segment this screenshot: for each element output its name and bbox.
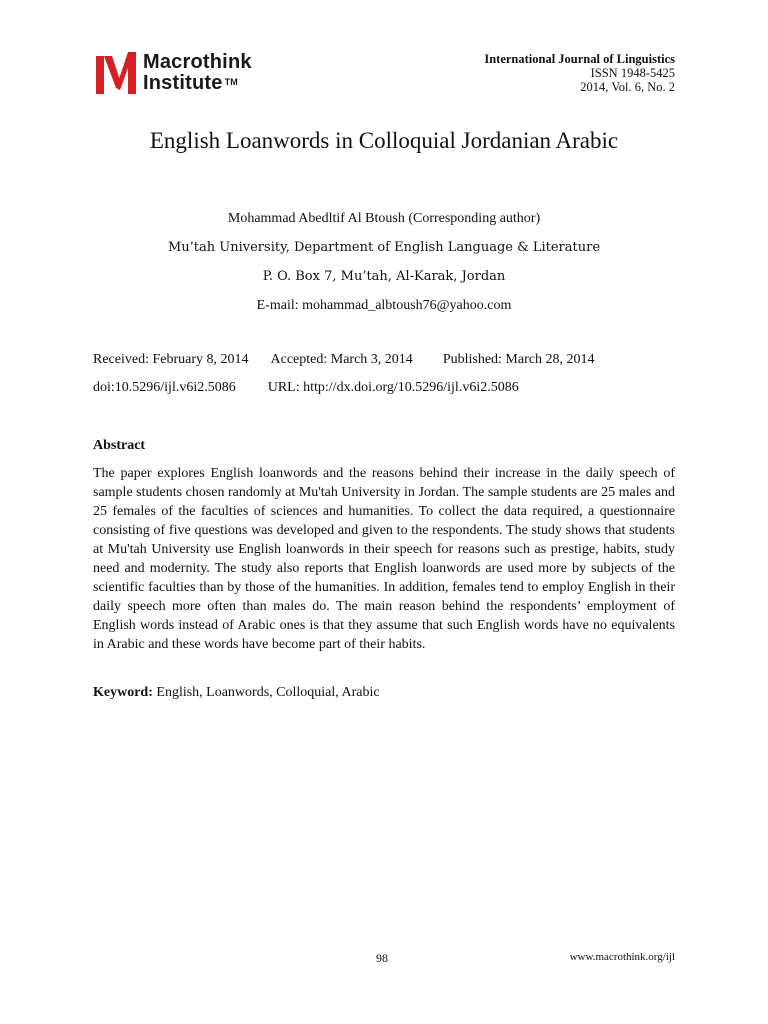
page-number: 98 xyxy=(376,951,388,965)
published-date: Published: March 28, 2014 xyxy=(442,352,595,367)
logo-name-line2: Institute ™ xyxy=(143,72,238,94)
article-title: English Loanwords in Colloquial Jordanian Arabic xyxy=(149,128,619,153)
keyword-label: Keyword: xyxy=(93,685,153,700)
publisher-logo xyxy=(94,50,294,96)
doi-url[interactable]: URL: http://dx.doi.org/10.5296/ijl.v6i2.5086 xyxy=(267,380,519,395)
keyword-list: English, Loanwords, Colloquial, Arabic xyxy=(152,685,380,700)
journal-name: International Journal of Linguistics xyxy=(484,52,675,66)
publication-dates xyxy=(93,352,594,368)
abstract-heading: Abstract xyxy=(93,438,146,453)
abstract-body: The paper explores English loanwords and the reasons behind their increase in the daily speech of sample students chosen randomly at Mu'tah University in Jordan. The sample students are 25 males and 25 females of the faculties of sciences and humanities. To collect the data required, a questionnaire consisting of five questions was developed and given to the respondents. The study shows that students at Mu'tah University use English loanwords in their speech for reasons such as prestige, habits, study need and modernity. The study also reports that English loanwords are used more by subjects of the scientific faculties than by those of the humanities. In addition, females tend to employ English in their daily speech more often than males do. The main reason behind the respondents’ employment of English words instead of Arabic ones is that they assume that such English words have no equivalents in Arabic and these words have become part of their habits. xyxy=(93,466,675,652)
keywords xyxy=(93,685,380,701)
logo-name-line1: Macrothink xyxy=(143,51,252,73)
doi-text: doi:10.5296/ijl.v6i2.5086 xyxy=(93,380,236,395)
received-date: Received: February 8, 2014 xyxy=(93,352,249,367)
journal-info xyxy=(484,52,675,94)
trademark-mark: TM xyxy=(224,77,238,87)
author-affiliation: Mu’tah University, Department of English Language & Literature xyxy=(167,240,601,255)
footer-url[interactable]: www.macrothink.org/ijl xyxy=(569,951,675,963)
author-block xyxy=(0,210,768,326)
macrothink-m-icon xyxy=(94,50,140,96)
journal-volume: 2014, Vol. 6, No. 2 xyxy=(580,80,675,94)
author-address: P. O. Box 7, Mu’tah, Al-Karak, Jordan xyxy=(262,269,506,284)
journal-issn: ISSN 1948-5425 xyxy=(590,66,675,80)
author-name: Mohammad Abedltif Al Btoush (Corresponding author) xyxy=(227,211,541,226)
accepted-date: Accepted: March 3, 2014 xyxy=(270,352,413,367)
author-email: E-mail: mohammad_albtoush76@yahoo.com xyxy=(256,298,512,313)
doi-line xyxy=(93,380,519,396)
